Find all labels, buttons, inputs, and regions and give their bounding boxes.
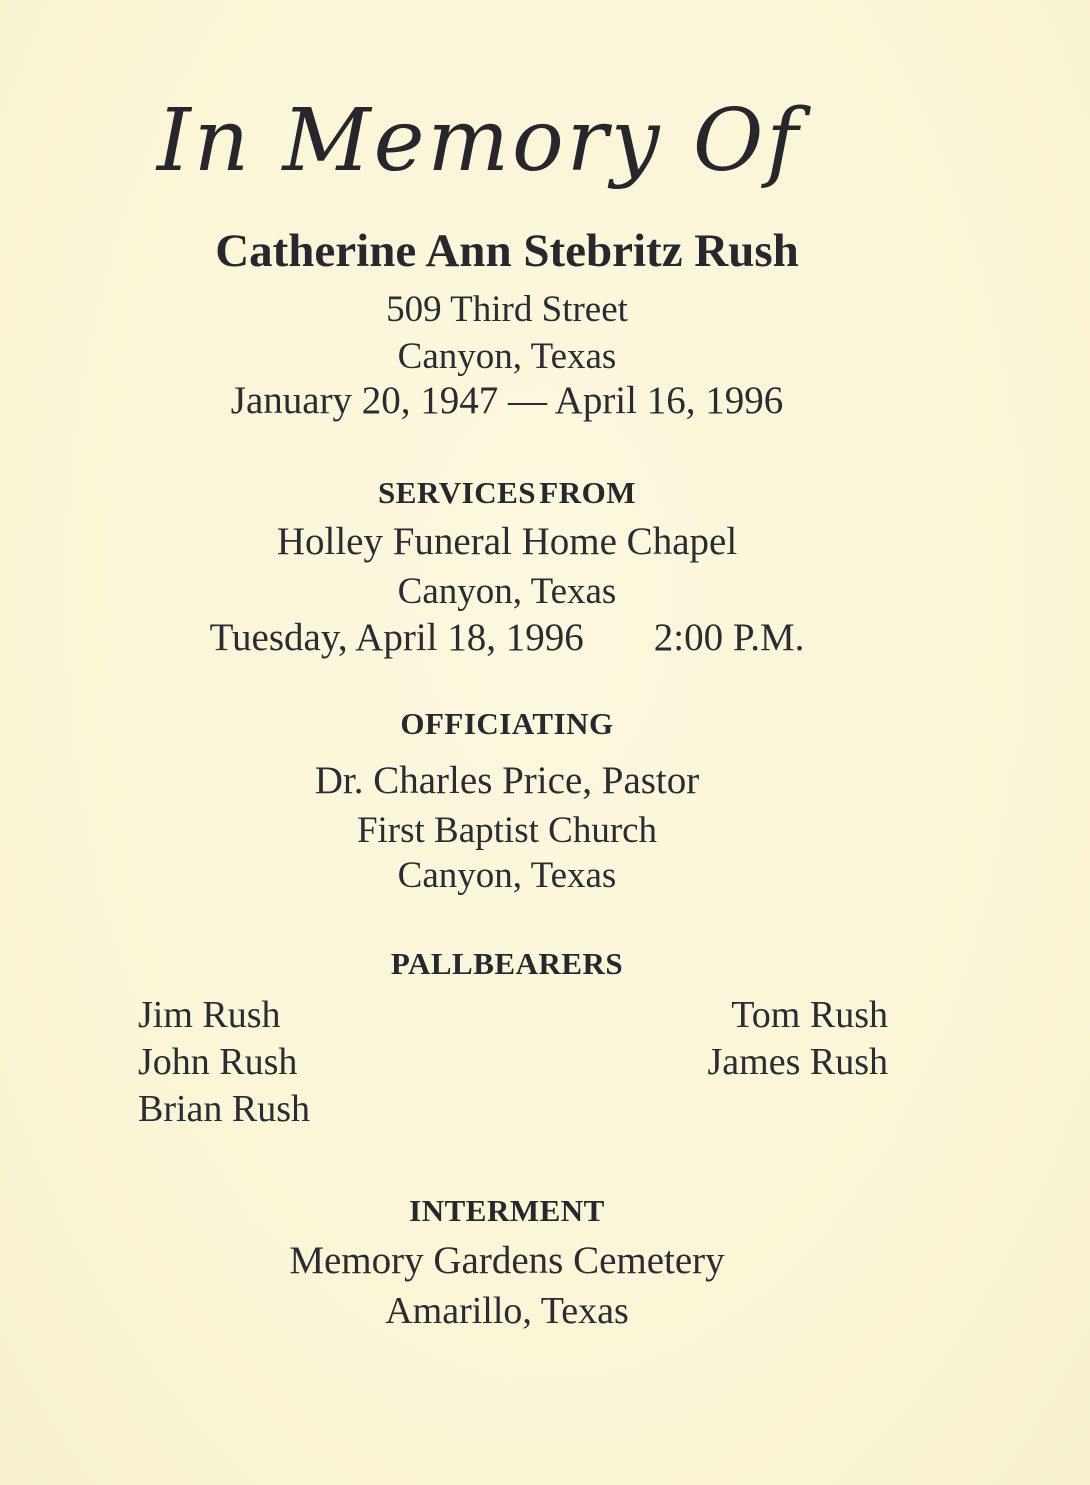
services-city: Canyon, Texas: [397, 571, 617, 612]
deceased-address: 509 Third Street: [386, 289, 628, 330]
pallbearers-left-column: [138, 992, 310, 1133]
deceased-name: Catherine Ann Stebritz Rush: [215, 225, 799, 277]
services-location: Holley Funeral Home Chapel: [276, 520, 738, 563]
officiating-heading: OFFICIATING: [400, 706, 614, 741]
officiant-name: Dr. Charles Price, Pastor: [314, 759, 700, 802]
interment-city: Amarillo, Texas: [385, 1290, 629, 1332]
pallbearer-name: James Rush: [707, 1041, 888, 1083]
birth-death-dates: January 20, 1947 — April 16, 1996: [230, 379, 784, 422]
services-heading: SERVICES FROM: [378, 475, 636, 510]
services-datetime: [0, 613, 1014, 663]
page-title: In Memory Of: [156, 91, 802, 191]
officiant-church: First Baptist Church: [356, 810, 658, 851]
deceased-city: Canyon, Texas: [397, 336, 617, 377]
pallbearer-name: Jim Rush: [138, 994, 281, 1036]
services-date: Tuesday, April 18, 1996: [209, 616, 584, 659]
pallbearers-right-column: [708, 992, 889, 1133]
pallbearers-heading: PALLBEARERS: [390, 946, 624, 981]
services-time: 2:00 P.M.: [653, 616, 805, 659]
pallbearers-list: [0, 992, 1014, 1133]
interment-location: Memory Gardens Cemetery: [289, 1239, 725, 1282]
pallbearer-name: John Rush: [138, 1041, 298, 1083]
pallbearer-name: Brian Rush: [138, 1088, 311, 1130]
officiant-city: Canyon, Texas: [397, 855, 617, 896]
interment-heading: INTERMENT: [409, 1193, 605, 1228]
pallbearer-name: Tom Rush: [731, 994, 888, 1036]
